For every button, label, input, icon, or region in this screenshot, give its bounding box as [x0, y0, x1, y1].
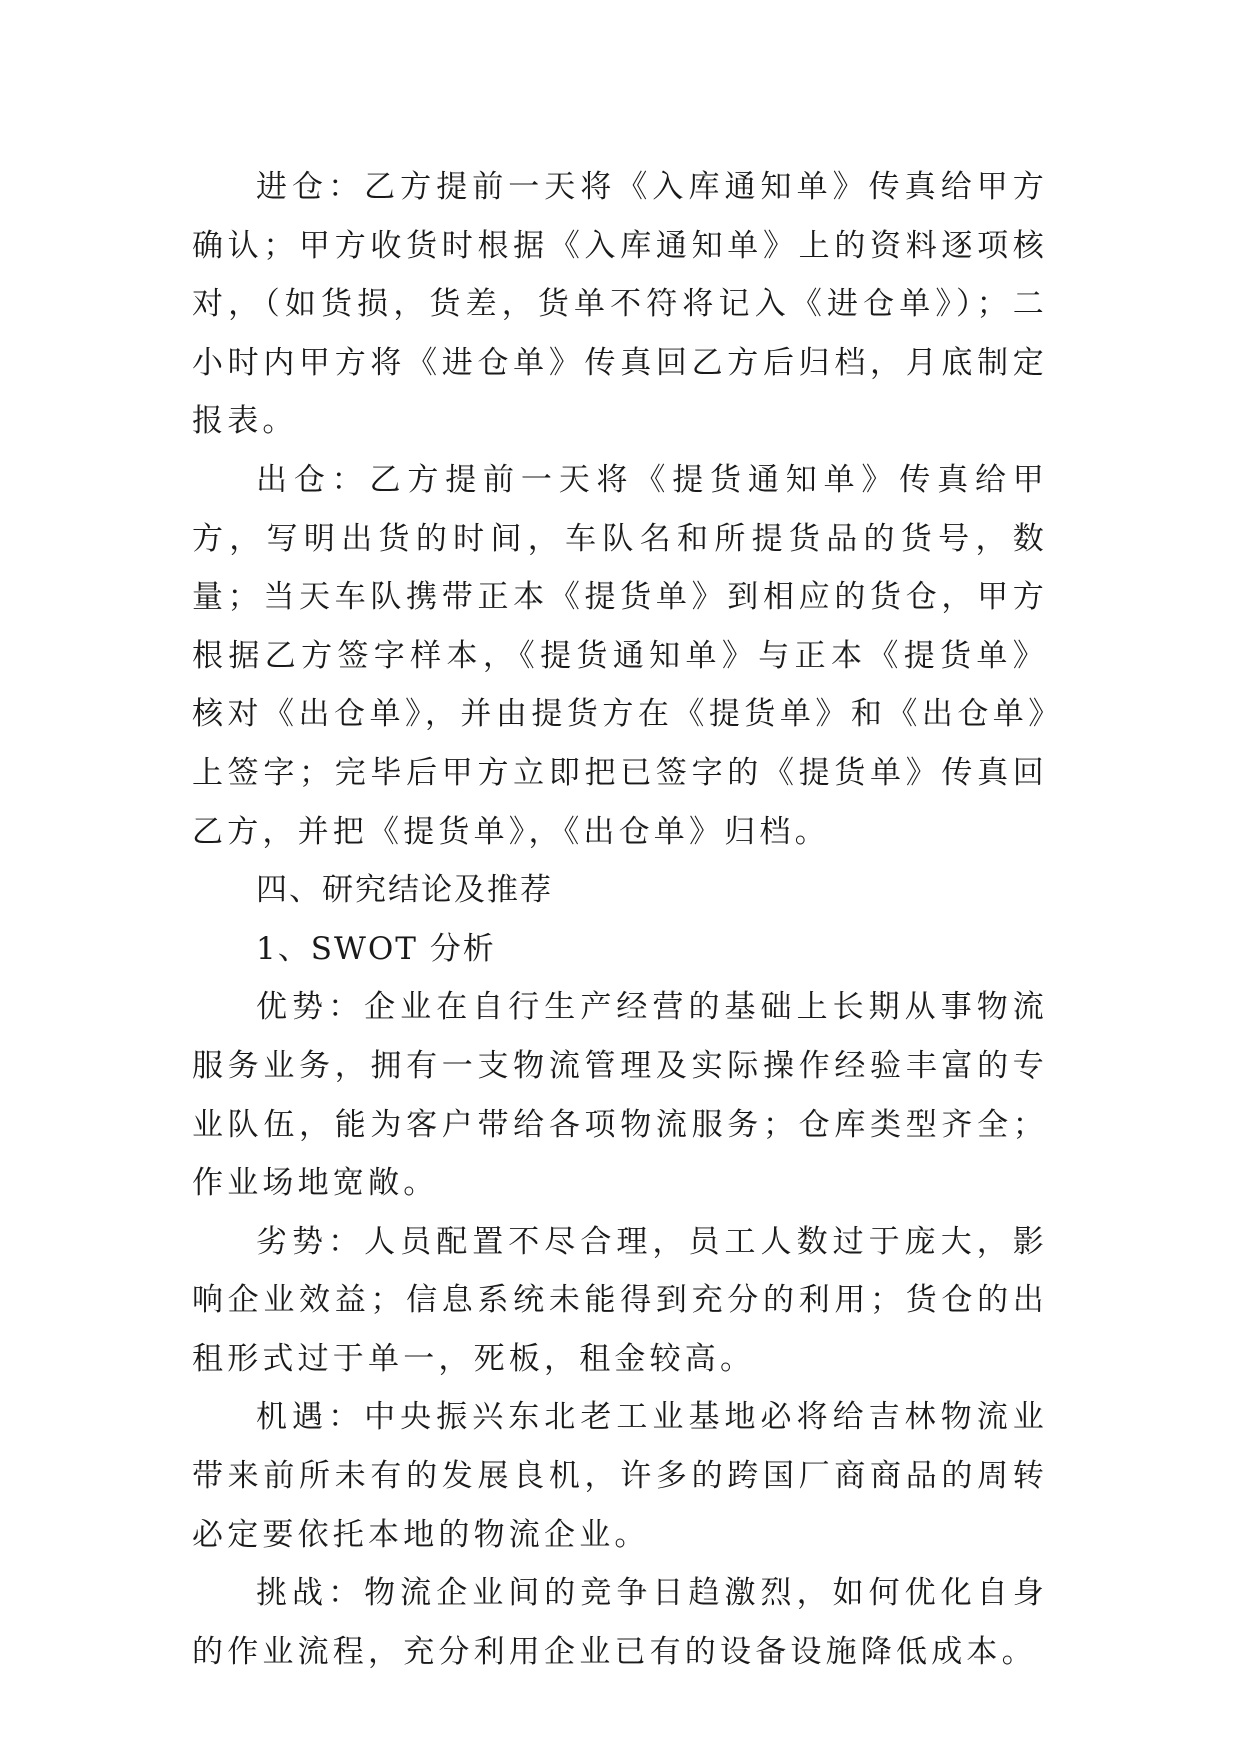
paragraph-opportunities: 机遇：中央振兴东北老工业基地必将给吉林物流业带来前所未有的发展良机，许多的跨国厂商商品的周转必定要依托本地的物流企业。 [192, 1399, 1048, 1553]
paragraph-warehouse-in: 进仓：乙方提前一天将《入库通知单》传真给甲方确认；甲方收货时根据《入库通知单》上的资料逐项核对，（如货损，货差，货单不符将记入《进仓单》）；二小时内甲方将《进仓单》传真回乙方后归档，月底制定报表。 [192, 169, 1048, 440]
paragraph-strengths: 优势：企业在自行生产经营的基础上长期从事物流服务业务，拥有一支物流管理及实际操作经验丰富的专业队伍，能为客户带给各项物流服务；仓库类型齐全；作业场地宽敞。 [192, 989, 1048, 1202]
paragraph-warehouse-out: 出仓：乙方提前一天将《提货通知单》传真给甲方，写明出货的时间，车队名和所提货品的货号，数量；当天车队携带正本《提货单》到相应的货仓，甲方根据乙方签字样本，《提货通知单》与正本《提货单》核对《出仓单》，并由提货方在《提货单》和《出仓单》上签字；完毕后甲方立即把已签字的《提货单》传真回乙方，并把《提货单》，《出仓单》归档。 [192, 461, 1048, 850]
subsection-heading-swot: 1、SWOT 分析 [256, 930, 496, 967]
paragraph-threats: 挑战：物流企业间的竞争日趋激烈，如何优化自身的作业流程，充分利用企业已有的设备设施降低成本。 [192, 1575, 1048, 1670]
document-body [192, 158, 1048, 1681]
section-heading-conclusions: 四、研究结论及推荐 [256, 872, 553, 909]
paragraph-weaknesses: 劣势：人员配置不尽合理，员工人数过于庞大，影响企业效益；信息系统未能得到充分的利用；货仓的出租形式过于单一，死板，租金较高。 [192, 1223, 1048, 1377]
